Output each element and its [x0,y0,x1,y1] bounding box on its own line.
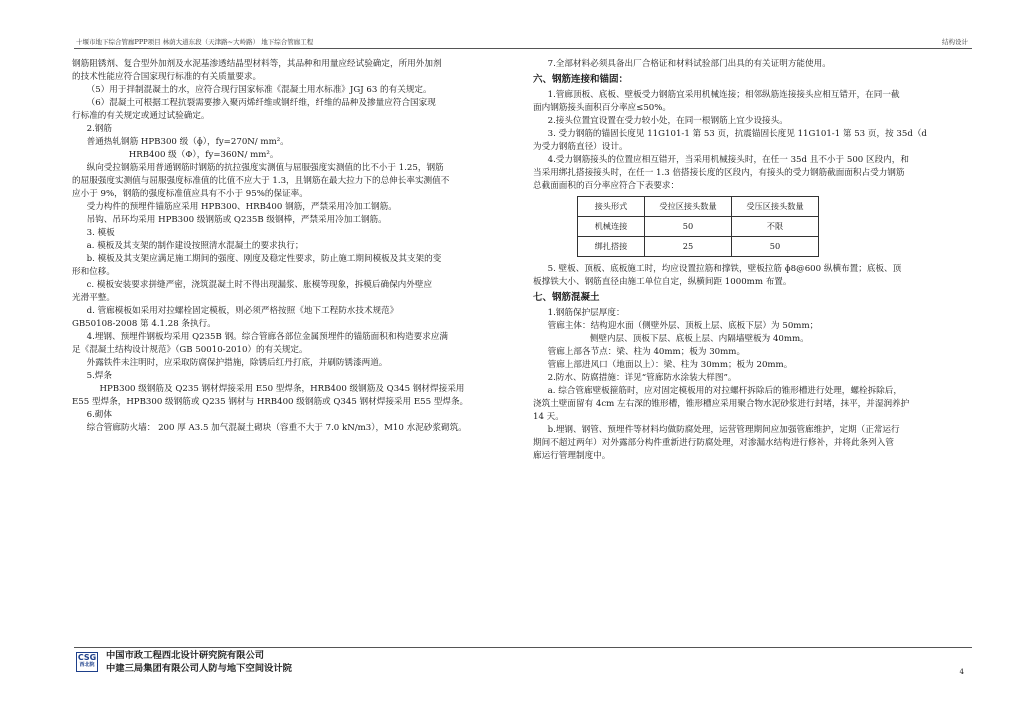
text-line: b.埋钢、钢管、预埋件等材料均做防腐处理，运营管理期间应加强管廊维护，定期（正常运行 [547,425,900,435]
text-line: 3. 受力钢筋的锚固长度见 11G101-1 第 53 页，抗震锚固长度见 11G101-1 第 53 页，按 35d（d [547,129,927,139]
text-line: 板撑铁大小、钢筋直径由施工单位自定，纵横间距 1000mm 布置。 [533,277,792,287]
text-line: （6）混凝土可根据工程抗裂需要掺入聚丙烯纤维或钢纤维，纤维的品种及掺量应符合国家现 [86,98,436,108]
text-line: 当采用绑扎搭接接头时，在任一 1.3 倍搭接长度的区段内，有接头的受力钢筋截面面积占受力钢筋 [533,168,905,178]
text-line: 2.钢筋 [86,124,112,134]
joint-percentage-table [577,196,819,257]
text-line: 2.接头位置宜设置在受力较小处，在同一根钢筋上宜少设接头。 [547,116,788,126]
text-line: 5.焊条 [86,371,112,381]
text-line: （5）用于拌制混凝土的水，应符合现行国家标准《混凝土用水标准》JGJ 63 的有关规定。 [86,85,432,95]
text-line: 钢筋阻锈剂、复合型外加剂及水泥基渗透结晶型材料等，其品种和用量应经试验确定，所用外加剂 [72,59,442,69]
text-line: 形和位移。 [72,267,115,277]
text-line: 足《混凝土结构设计规范》（GB 50010-2010）的有关规定。 [72,345,308,355]
text-line: 普通热轧钢筋 HPB300 级（ɸ），fy=270N/ mm²。 [86,137,289,147]
text-line: 2.防水、防腐措施：详见“管廊防水涂装大样图”。 [547,373,737,383]
text-line: 纵向受拉钢筋采用普通钢筋时钢筋的抗拉强度实测值与屈服强度实测值的比不小于 1.25，钢筋 [86,163,444,173]
project-title: 十堰市地下综合管廊PPP项目 林荫大道东段（天津路~大岭路） 地下综合管廊工程 [76,38,314,46]
text-line: 吊钩、吊环均采用 HPB300 级钢筋或 Q235B 级钢棒，严禁采用冷加工钢筋。 [86,215,387,225]
text-line: 管廊上部各节点：梁、柱为 40mm；板为 30mm。 [547,347,746,357]
discipline-label: 结构设计 [942,38,968,46]
text-line: 的技术性能应符合国家现行标准的有关质量要求。 [72,72,262,82]
table-cell: 50 [732,237,819,257]
logo-text: 西北院 [79,662,95,668]
text-line: 浇筑土壁面留有 4cm 左右深的锥形槽，锥形槽应采用聚合物水泥砂浆进行封堵，抹平，并湿润养护 [533,399,910,409]
text-line: 受力构件的预埋件锚筋应采用 HPB300、HRB400 钢筋，严禁采用冷加工钢筋。 [86,202,397,212]
table-cell: 绑扎搭接 [578,237,645,257]
text-line: 侧壁内层、顶板下层、底板上层、内隔墙壁板为 40mm。 [589,334,809,344]
text-line: 1.钢筋保护层厚度： [547,308,625,318]
table-cell: 机械连接 [578,217,645,237]
text-line: 廊运行管理制度中。 [533,451,611,461]
text-line: 14 天。 [533,412,564,422]
text-line: HPB300 级钢筋及 Q235 钢材焊接采用 E50 型焊条，HRB400 级钢筋及 Q345 钢材焊接采用 [99,384,465,394]
text-line: c. 模板安装要求拼缝严密，浇筑混凝土时不得出现漏浆、胀模等现象，拆模后确保内外壁应 [86,280,433,290]
table-cell: 不限 [732,217,819,237]
text-line: 行标准的有关规定或通过试验确定。 [72,111,210,121]
company-name-2: 中建三局集团有限公司人防与地下空间设计院 [106,662,292,674]
text-line: 期间不超过两年）对外露部分构件重新进行防腐处理，对渗漏水结构进行修补，并将此条列入管 [533,438,894,448]
text-line: d. 管廊模板如采用对拉螺栓固定模板，则必须严格按照《地下工程防水技术规范》 [86,306,399,316]
text-line: a. 综合管廊壁板箍筋时，应对固定模板用的对拉螺杆拆除后的锥形槽进行处理，螺栓拆除后， [547,386,902,396]
right-column [533,58,979,463]
table-row [578,217,819,237]
table-cell: 50 [645,217,732,237]
company-name-1: 中国市政工程西北设计研究院有限公司 [106,650,265,661]
text-line: b. 模板及其支架应满足施工期间的强度、刚度及稳定性要求，防止施工期间模板及其支架的变 [86,254,442,264]
text-line: 管廊主体：结构迎水面（侧壁外层、顶板上层、底板下层）为 50mm； [547,321,819,331]
text-line: 5. 壁板、顶板、底板施工时，均应设置拉筋和撑铁，壁板拉筋 ɸ8@600 纵横布置；底板、顶 [547,264,902,274]
text-line: 4.受力钢筋接头的位置应相互错开，当采用机械接头时，在任一 35d 且不小于 500 区段内，和 [547,155,909,165]
text-line: E55 型焊条，HPB300 级钢筋或 Q235 钢材与 HRB400 级钢筋或 Q345 钢材焊接采用 E55 型焊条。 [72,397,469,407]
text-line: HRB400 级（Φ），fy=360N/ mm²。 [128,150,279,160]
table-header-cell: 受拉区接头数量 [645,197,732,217]
text-line: 7.全部材料必须具备出厂合格证和材料试验部门出具的有关证明方能使用。 [547,59,831,69]
text-line: 面内钢筋接头面积百分率应≤50%。 [533,103,672,113]
text-line: GB50108-2008 第 4.1.28 条执行。 [72,319,216,329]
text-line: 外露铁件未注明时，应采取防腐保护措施，除锈后红丹打底，并刷防锈漆两道。 [86,358,388,368]
text-line: 1.管廊顶板、底板、壁板受力钢筋宜采用机械连接；相邻纵筋连接接头应相互错开，在同一截 [547,90,900,100]
text-line: a. 模板及其支架的制作建设按照清水混凝土的要求执行； [86,241,304,251]
company-logo: CSG 西北院 [76,652,98,672]
page-header [74,34,972,49]
text-line: 6.砌体 [86,410,112,420]
text-line: 光滑平整。 [72,293,115,303]
section-heading: 六、钢筋连接和锚固： [533,74,629,85]
company-names [106,650,292,675]
page-number: 4 [959,668,964,676]
left-column [72,58,520,435]
text-line: 管廊上部进风口（地面以上）：梁、柱为 30mm；板为 20mm。 [547,360,793,370]
page-footer [74,647,972,678]
text-line: 总截面面积的百分率应符合下表要求： [533,181,680,191]
text-line: 3. 模板 [86,228,115,238]
table-row [578,237,819,257]
text-line: 综合管廊防火墙： 200 厚 A3.5 加气混凝土砌块（容重不大于 7.0 kN/m3），M10 水泥砂浆砌筑。 [86,423,467,433]
text-line: 的屈服强度实测值与屈服强度标准值的比值不应大于 1.3，且钢筋在最大拉力下的总伸长率实测值不 [72,176,450,186]
table-header-cell: 接头形式 [578,197,645,217]
table-header-cell: 受压区接头数量 [732,197,819,217]
text-line: 应小于 9%，钢筋的强度标准值应具有不小于 95%的保证率。 [72,189,308,199]
text-line: 为受力钢筋直径）设计。 [533,142,628,152]
table-cell: 25 [645,237,732,257]
text-line: 4.埋钢、预埋件钢板均采用 Q235B 钢。综合管廊各部位金属预埋件的锚筋面积和构造要求应满 [86,332,449,342]
section-heading: 七、钢筋混凝土 [533,292,600,303]
